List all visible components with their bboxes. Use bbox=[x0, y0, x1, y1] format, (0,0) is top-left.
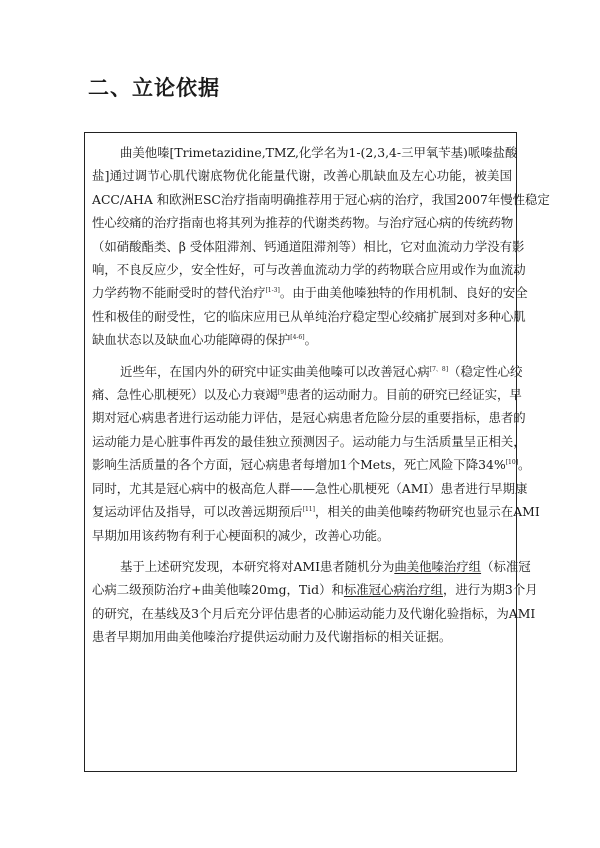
text-line: ACC/AHA 和欧洲ESC治疗指南明确推荐用于冠心病的治疗，我国2007年慢性稳定 bbox=[92, 191, 550, 207]
text-fragment: （稳定性心绞 bbox=[448, 363, 523, 379]
text-line: 期对冠心病患者进行运动能力评估，是冠心病患者危险分层的重要指标，患者的 bbox=[92, 410, 526, 426]
paragraph-2 bbox=[92, 360, 540, 547]
citation-ref: [4-6] bbox=[290, 334, 305, 342]
text-fragment: 近些年，在国内外的研究中证实曲美他嗪可以改善冠心病 bbox=[120, 363, 430, 379]
text-line: 响，不良反应少，安全性好，可与改善血流动力学的药物联合应用或作为血流动 bbox=[92, 262, 526, 278]
text-line: 同时，尤其是冠心病中的极高危人群——急性心肌梗死（AMI）患者进行早期康 bbox=[92, 480, 528, 496]
text-fragment: ，进行为期3个月 bbox=[442, 582, 538, 598]
text-line: 的研究，在基线及3个月后充分评估患者的心肺运动能力及代谢化验指标，为AMI bbox=[92, 605, 536, 621]
text-line: 性心绞痛的治疗指南也将其列为推荐的代谢类药物。与治疗冠心病的传统药物 bbox=[92, 215, 514, 231]
citation-ref: [1-3] bbox=[265, 287, 280, 295]
text-fragment: （标准冠 bbox=[481, 558, 531, 574]
text-line bbox=[92, 555, 531, 578]
text-line: （如硝酸酯类、β 受体阻滞剂、钙通道阻滞剂等）相比，它对血流动力学没有影 bbox=[92, 238, 525, 254]
text-fragment: 影响生活质量的各个方面，冠心病患者每增加1个Mets，死亡风险下降34% bbox=[92, 457, 506, 473]
text-fragment: 患者的运动耐力。目前的研究已经证实，早 bbox=[286, 387, 522, 403]
text-fragment: 心病二级预防治疗+曲美他嗪20mg，Tid）和 bbox=[92, 582, 344, 598]
section-heading: 二、立论依据 bbox=[88, 76, 220, 100]
text-line: 运动能力是心脏事件再发的最佳独立预测因子。运动能力与生活质量呈正相关， bbox=[92, 433, 526, 449]
citation-ref: [10] bbox=[505, 459, 519, 467]
text-line: 曲美他嗪[Trimetazidine,TMZ,化学名为1-(2,3,4-三甲氧苄基)哌嗪盐酸 bbox=[120, 145, 518, 160]
text-line bbox=[92, 500, 540, 523]
text-line bbox=[92, 578, 538, 601]
text-line: 患者早期加用曲美他嗪治疗提供运动耐力及代谢指标的相关证据。 bbox=[92, 629, 452, 645]
text-line bbox=[92, 360, 523, 383]
text-fragment: 基于上述研究发现，本研究将对AMI患者随机分为 bbox=[120, 558, 395, 574]
citation-ref: [11] bbox=[302, 506, 315, 514]
citation-ref: [7、8] bbox=[429, 365, 449, 373]
text-line bbox=[92, 328, 512, 351]
text-fragment: 。 bbox=[304, 332, 317, 348]
text-line: 性和极佳的耐受性，它的临床应用已从单纯治疗稳定型心绞痛扩展到对多种心肌 bbox=[92, 308, 526, 324]
citation-ref: [9] bbox=[277, 389, 287, 397]
content-body bbox=[92, 141, 550, 649]
text-fragment: 痛、急性心肌梗死）以及心力衰竭 bbox=[92, 387, 278, 403]
text-line: 早期加用该药物有利于心梗面积的减少，改善心功能。 bbox=[92, 527, 390, 543]
paragraph-1 bbox=[92, 141, 550, 352]
text-fragment: 。由于曲美他嗪独特的作用机制、良好的安全 bbox=[279, 285, 528, 301]
control-group-label: 标准冠心病治疗组 bbox=[343, 582, 443, 598]
text-fragment: 力学药物不能耐受时的替代治疗 bbox=[92, 285, 266, 301]
text-fragment: ，相关的曲美他嗪药物研究也显示在AMI bbox=[314, 504, 540, 520]
text-fragment: 复运动评估及指导，可以改善远期预后 bbox=[92, 504, 303, 520]
text-line bbox=[92, 281, 528, 304]
paragraph-3 bbox=[92, 555, 538, 649]
text-line bbox=[92, 453, 531, 476]
treatment-group-label: 曲美他嗪治疗组 bbox=[394, 558, 482, 574]
text-line: 盐]通过调节心肌代谢底物优化能量代谢，改善心肌缺血及左心功能，被美国 bbox=[92, 168, 512, 184]
text-fragment: 缺血状态以及缺血心功能障碍的保护 bbox=[92, 332, 291, 348]
text-line bbox=[92, 383, 522, 406]
text-fragment: 。 bbox=[518, 457, 531, 473]
